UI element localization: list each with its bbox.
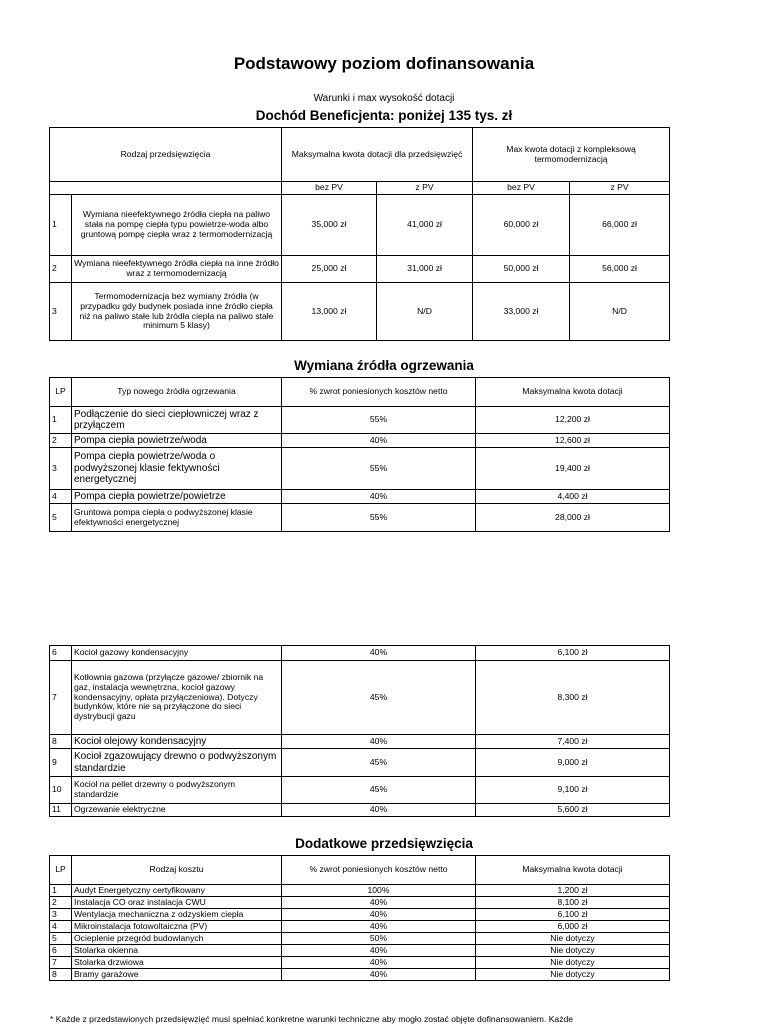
row-amount: 41,000 zł (377, 195, 473, 256)
row-description: Ogrzewanie elektryczne (72, 804, 282, 817)
row-description: Stolarka okienna (72, 945, 282, 957)
row-description: Mikroinstalacja fotowoltaiczna (PV) (72, 921, 282, 933)
row-lp: 1 (50, 407, 72, 434)
base-funding-table (49, 127, 670, 341)
row-amount: 25,000 zł (282, 256, 377, 283)
table-row (50, 804, 670, 817)
row-max: 19,400 zł (476, 448, 670, 490)
row-lp: 3 (50, 448, 72, 490)
row-percent: 45% (282, 777, 476, 804)
row-max: 28,000 zł (476, 504, 670, 532)
row-max: Nie dotyczy (476, 969, 670, 981)
row-description: Kocioł zgazowujący drewno o podwyższonym standardzie (72, 749, 282, 777)
row-lp: 3 (50, 909, 72, 921)
table-row (50, 777, 670, 804)
row-lp: 3 (50, 283, 72, 341)
header-type: Rodzaj kosztu (72, 856, 282, 885)
row-description: Kocioł na pellet drzewny o podwyższonym standardzie (72, 777, 282, 804)
row-description: Ocieplenie przegród budowlanych (72, 933, 282, 945)
row-lp: 8 (50, 969, 72, 981)
table-row (50, 897, 670, 909)
row-max: Nie dotyczy (476, 957, 670, 969)
row-description: Pompa ciepła powietrze/powietrze (72, 490, 282, 504)
header-max: Maksymalna kwota dotacji (476, 378, 670, 407)
row-percent: 40% (282, 969, 476, 981)
row-percent: 40% (282, 897, 476, 909)
header-max-amount-complex: Max kwota dotacji z kompleksową termomodernizacją (473, 128, 670, 182)
row-percent: 55% (282, 504, 476, 532)
row-amount: 13,000 zł (282, 283, 377, 341)
row-description: Wymiana nieefektywnego źródła ciepła na paliwo stała na pompę ciepła typu powietrze-woda albo gruntową pompę ciepła wraz z termomodernizacją (72, 195, 282, 256)
row-amount: 31,000 zł (377, 256, 473, 283)
row-max: 6,000 zł (476, 921, 670, 933)
row-lp: 5 (50, 504, 72, 532)
table-row (50, 661, 670, 735)
table-row (50, 945, 670, 957)
page-subtitle: Warunki i max wysokość dotacji (313, 93, 455, 104)
row-lp: 4 (50, 921, 72, 933)
row-lp: 6 (50, 646, 72, 661)
header-max-amount: Maksymalna kwota dotacji dla przedsięwzięć (282, 128, 473, 182)
row-amount: 60,000 zł (473, 195, 570, 256)
table-row (50, 195, 670, 256)
row-description: Gruntowa pompa ciepła o podwyższonej klasie efektywności energetycznej (72, 504, 282, 532)
row-percent: 40% (282, 490, 476, 504)
row-description: Wentylacja mechaniczna z odzyskiem ciepła (72, 909, 282, 921)
row-percent: 40% (282, 909, 476, 921)
row-max: 9,100 zł (476, 777, 670, 804)
row-lp: 8 (50, 735, 72, 749)
row-percent: 45% (282, 661, 476, 735)
header-max: Maksymalna kwota dotacji (476, 856, 670, 885)
row-percent: 40% (282, 804, 476, 817)
row-description: Instalacja CO oraz instalacja CWU (72, 897, 282, 909)
header-spacer (50, 182, 282, 195)
row-max: Nie dotyczy (476, 945, 670, 957)
row-amount: 66,000 zł (570, 195, 670, 256)
row-description: Kocioł gazowy kondensacyjny (72, 646, 282, 661)
row-description: Termomodernizacja bez wymiany źródła (w przypadku gdy budynek posiada inne źródło ciepła niż na paliwo stałe lub źródła ciepła na paliwo stałe minimum 5 klasy) (72, 283, 282, 341)
section-additional-projects: Dodatkowe przedsięwzięcia (295, 836, 473, 851)
row-percent: 55% (282, 448, 476, 490)
row-lp: 10 (50, 777, 72, 804)
row-description: Audyt Energetyczny certyfikowany (72, 885, 282, 897)
row-lp: 2 (50, 434, 72, 448)
header-percent: % zwrot poniesionych kosztów netto (282, 856, 476, 885)
row-percent: 40% (282, 945, 476, 957)
row-max: 12,600 zł (476, 434, 670, 448)
table-row (50, 885, 670, 897)
table-row (50, 490, 670, 504)
row-description: Kocioł olejowy kondensacyjny (72, 735, 282, 749)
row-percent: 40% (282, 957, 476, 969)
table-row (50, 283, 670, 341)
table-row (50, 504, 670, 532)
subheader-bez-pv: bez PV (473, 182, 570, 195)
row-description: Bramy garażowe (72, 969, 282, 981)
row-percent: 40% (282, 735, 476, 749)
row-lp: 4 (50, 490, 72, 504)
table-row (50, 957, 670, 969)
row-max: 9,000 zł (476, 749, 670, 777)
header-percent: % zwrot poniesionych kosztów netto (282, 378, 476, 407)
row-amount: N/D (377, 283, 473, 341)
row-percent: 40% (282, 921, 476, 933)
row-percent: 55% (282, 407, 476, 434)
table-row (50, 909, 670, 921)
row-amount: 33,000 zł (473, 283, 570, 341)
header-lp: LP (50, 378, 72, 407)
table-row (50, 407, 670, 434)
row-percent: 50% (282, 933, 476, 945)
row-amount: 35,000 zł (282, 195, 377, 256)
row-max: 8,300 zł (476, 661, 670, 735)
row-description: Pompa ciepła powietrze/woda (72, 434, 282, 448)
header-type: Typ nowego źródła ogrzewania (72, 378, 282, 407)
row-lp: 1 (50, 195, 72, 256)
row-max: Nie dotyczy (476, 933, 670, 945)
row-amount: 50,000 zł (473, 256, 570, 283)
row-percent: 45% (282, 749, 476, 777)
subheader-z-pv: z PV (570, 182, 670, 195)
subheader-bez-pv: bez PV (282, 182, 377, 195)
row-description: Pompa ciepła powietrze/woda o podwyższonej klasie fektywności energetycznej (72, 448, 282, 490)
table-row (50, 969, 670, 981)
row-description: Wymiana nieefektywnego źródła ciepła na inne źródło wraz z termomodernizacją (72, 256, 282, 283)
heating-source-table (49, 377, 670, 532)
page-title: Podstawowy poziom dofinansowania (233, 54, 535, 73)
row-max: 6,100 zł (476, 909, 670, 921)
header-lp: LP (50, 856, 72, 885)
table-row (50, 434, 670, 448)
footnote: * Każde z przedstawionych przedsięwzięć musi spełniać konkretne warunki techniczne aby mogło zostać objęte dofinansowaniem. Każde (50, 1014, 574, 1024)
table-row (50, 735, 670, 749)
row-lp: 2 (50, 256, 72, 283)
row-lp: 7 (50, 661, 72, 735)
row-percent: 40% (282, 646, 476, 661)
table-row (50, 933, 670, 945)
row-percent: 100% (282, 885, 476, 897)
row-description: Kotłownia gazowa (przyłącze gazowe/ zbiornik na gaz, instalacja wewnętrzna, kocioł gazowy kondensacyjny, opłata przyłączeniowa). Dotyczy budynków, które nie są przyłączone do sieci dystrybucji gazu (72, 661, 282, 735)
table-row (50, 921, 670, 933)
section-heating-replacement: Wymiana źródła ogrzewania (294, 358, 474, 373)
row-lp: 2 (50, 897, 72, 909)
table-row (50, 749, 670, 777)
header-project-type: Rodzaj przedsięwzięcia (50, 128, 282, 182)
subheader-z-pv: z PV (377, 182, 473, 195)
row-lp: 9 (50, 749, 72, 777)
row-max: 7,400 zł (476, 735, 670, 749)
table-row (50, 646, 670, 661)
row-max: 8,100 zł (476, 897, 670, 909)
additional-projects-table (49, 855, 670, 981)
row-amount: 56,000 zł (570, 256, 670, 283)
row-lp: 11 (50, 804, 72, 817)
row-description: Stolarka drzwiowa (72, 957, 282, 969)
row-lp: 7 (50, 957, 72, 969)
row-lp: 1 (50, 885, 72, 897)
row-amount: N/D (570, 283, 670, 341)
income-heading: Dochód Beneficjenta: poniżej 135 tys. zł (255, 108, 513, 123)
table-row (50, 256, 670, 283)
row-percent: 40% (282, 434, 476, 448)
row-max: 5,600 zł (476, 804, 670, 817)
row-max: 6,100 zł (476, 646, 670, 661)
row-max: 1,200 zł (476, 885, 670, 897)
table-row (50, 448, 670, 490)
row-lp: 5 (50, 933, 72, 945)
row-max: 12,200 zł (476, 407, 670, 434)
heating-source-table-continued (49, 645, 670, 817)
row-description: Podłączenie do sieci ciepłowniczej wraz z przyłączem (72, 407, 282, 434)
row-lp: 6 (50, 945, 72, 957)
row-max: 4,400 zł (476, 490, 670, 504)
